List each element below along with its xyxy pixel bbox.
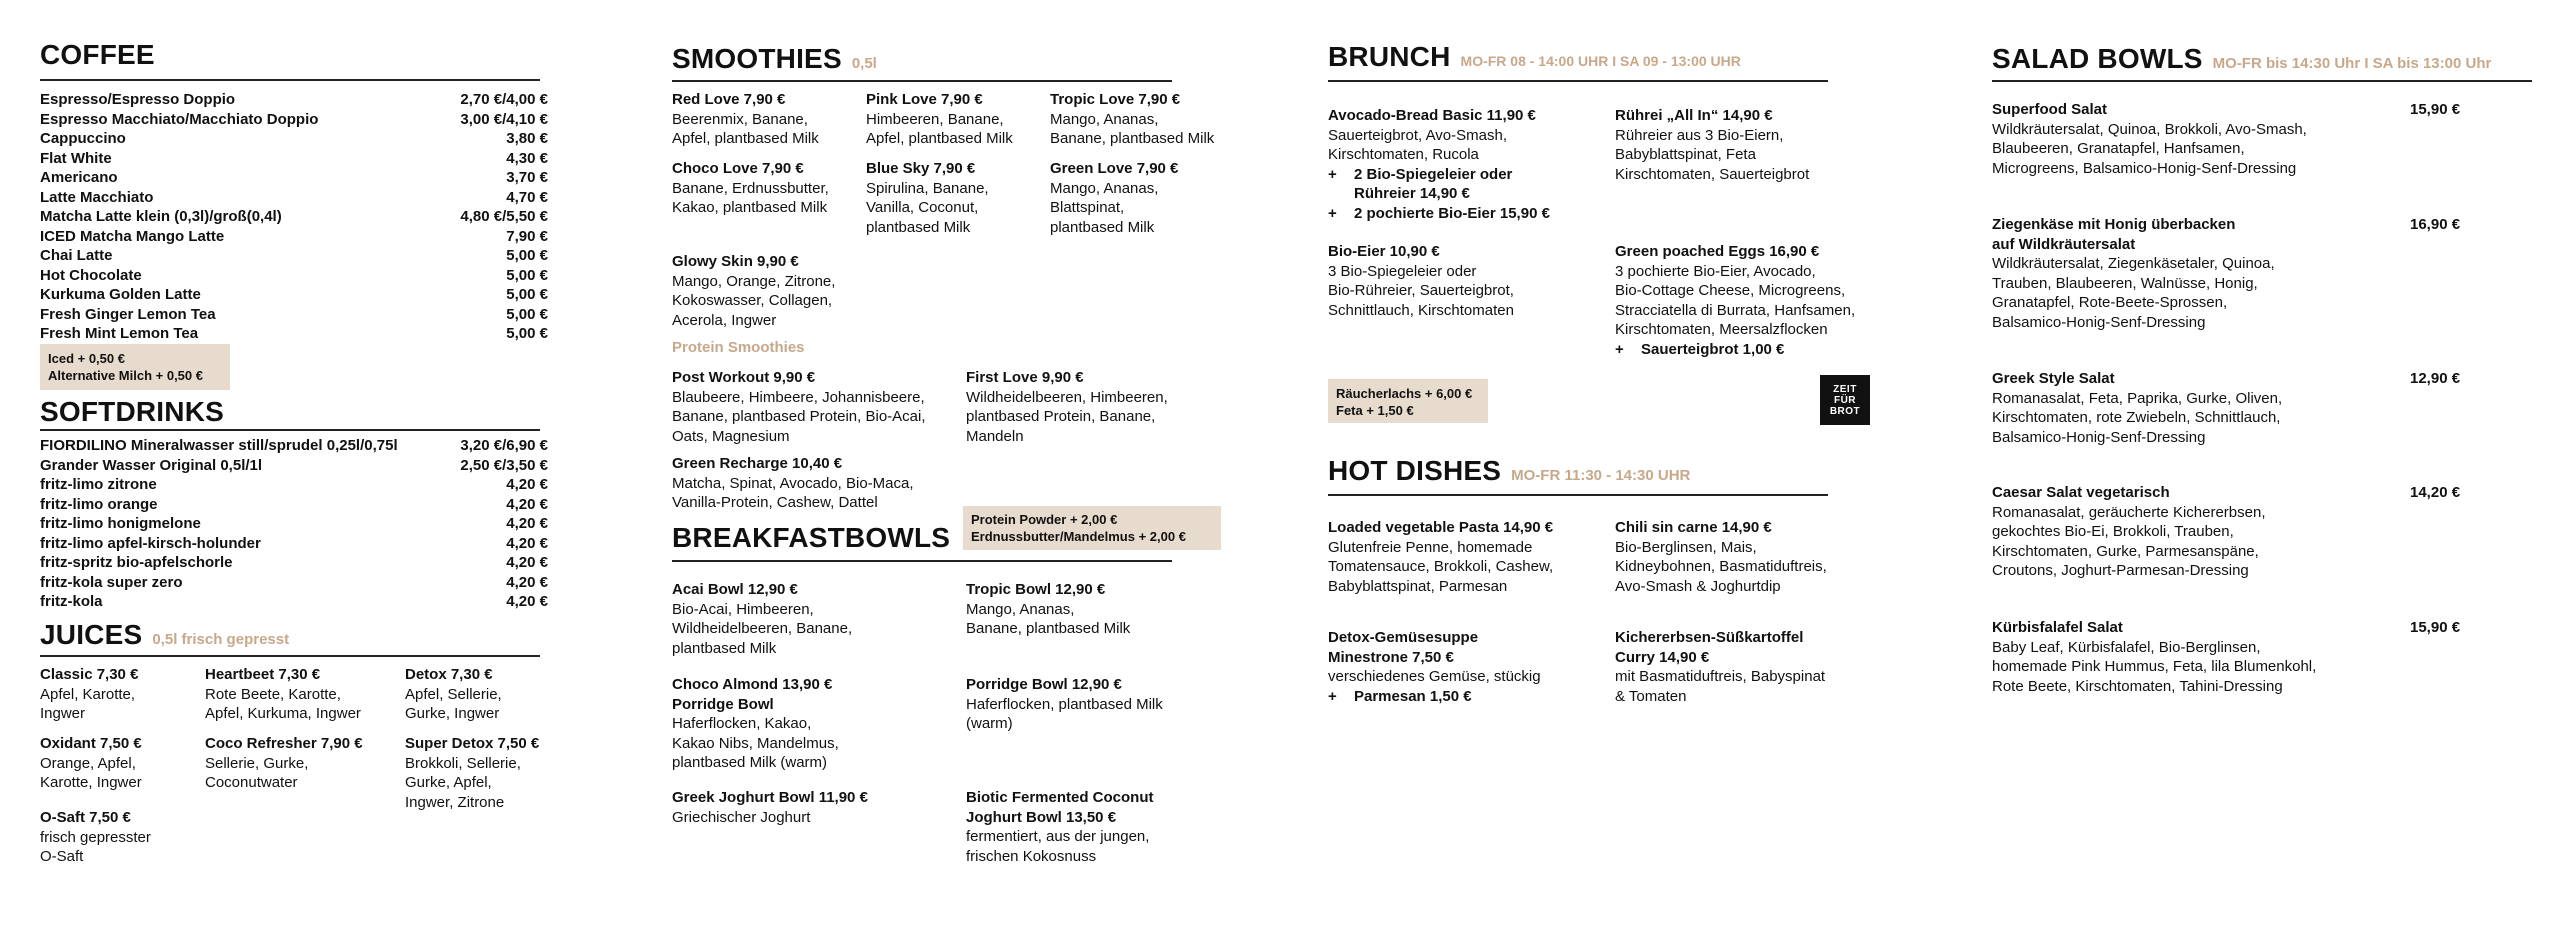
smoothie-item xyxy=(1050,159,1178,237)
coffee-rule xyxy=(40,79,540,81)
brunch-extra-salmon: Räucherlachs + 6,00 € xyxy=(1336,386,1473,401)
coffee-item-name: Cappuccino xyxy=(40,130,126,147)
hotdish-item-description: Glutenfreie Penne, homemade Tomatensauce, Brokkoli, Cashew, Babyblattspinat, Parmesan xyxy=(1328,538,1554,595)
brunch-rule xyxy=(1328,80,1828,82)
hotdish-item-addon xyxy=(1328,687,1541,707)
coffee-item-price: 3,70 € xyxy=(506,169,548,186)
smoothie-item-title: Pink Love 7,90 € xyxy=(866,91,983,108)
bowl-item-title: Greek Joghurt Bowl 11,90 € xyxy=(672,789,868,806)
coffee-item-name: Fresh Ginger Lemon Tea xyxy=(40,305,216,323)
brunch-item-description: Sauerteigbrot, Avo-Smash, Kirschtomaten, Rucola xyxy=(1328,126,1507,163)
smoothie-item xyxy=(672,90,819,149)
brunch-item-title: Green poached Eggs 16,90 € xyxy=(1615,243,1820,260)
juices-rule xyxy=(40,655,540,657)
coffee-item-name: Fresh Mint Lemon Tea xyxy=(40,325,199,342)
brunch-item xyxy=(1328,242,1514,320)
smoothie-item-description: Beerenmix, Banane, Apfel, plantbased Milk xyxy=(672,110,819,147)
smoothie-item xyxy=(866,159,989,237)
smoothie-item xyxy=(672,159,829,218)
coffee-item-price: 4,80 €/5,50 € xyxy=(460,208,548,225)
salads-title: SALAD BOWLS xyxy=(1992,43,2203,74)
bowl-item-title: Choco Almond 13,90 € Porridge Bowl xyxy=(672,676,833,713)
bowl-item-description: Haferflocken, Kakao, Kakao Nibs, Mandelmus, plantbased Milk (warm) xyxy=(672,715,839,771)
bowl-item-description: fermentiert, aus der jungen, frischen Kokosnuss xyxy=(966,828,1150,865)
coffee-heading xyxy=(40,40,155,70)
softdrinks-title: SOFTDRINKS xyxy=(40,396,224,427)
hotdish-item-addon-text: Parmesan 1,50 € xyxy=(1354,687,1472,705)
smoothie-item-description: Mango, Ananas, Blattspinat, plantbased Milk xyxy=(1050,179,1159,236)
coffee-item-price: 5,00 € xyxy=(506,325,548,342)
coffee-row xyxy=(40,129,548,149)
smoothie-extra-protein: Protein Powder + 2,00 € xyxy=(971,512,1118,527)
salad-item xyxy=(1992,215,2275,332)
protein-smoothie-item-title: Green Recharge 10,40 € xyxy=(672,455,843,472)
brunch-item xyxy=(1615,106,1809,184)
bowl-item-title: Tropic Bowl 12,90 € xyxy=(966,581,1106,598)
juice-item-description: Sellerie, Gurke, Coconutwater xyxy=(205,754,309,791)
coffee-item-price: 3,80 € xyxy=(506,130,548,147)
smoothie-item-description: Mango, Orange, Zitrone, Kokoswasser, Collagen, Acerola, Ingwer xyxy=(672,272,836,329)
bowl-item-description: Griechischer Joghurt xyxy=(672,808,811,826)
coffee-row xyxy=(40,324,548,344)
protein-smoothies-label: Protein Smoothies xyxy=(672,339,805,356)
protein-smoothie-item xyxy=(966,368,1168,446)
juice-item xyxy=(205,734,363,793)
coffee-extra-iced: Iced + 0,50 € xyxy=(48,351,125,366)
softdrink-row xyxy=(40,436,548,456)
coffee-item-name: Chai Latte xyxy=(40,247,113,264)
salads-rule xyxy=(1992,80,2532,82)
protein-smoothie-item xyxy=(672,454,914,513)
coffee-list xyxy=(40,90,548,344)
juice-item xyxy=(405,665,502,724)
brunch-item xyxy=(1615,242,1855,359)
coffee-row xyxy=(40,110,548,130)
hotdishes-title: HOT DISHES xyxy=(1328,455,1502,486)
softdrink-row xyxy=(40,514,548,534)
hotdish-item-title: Loaded vegetable Pasta 14,90 € xyxy=(1328,519,1554,536)
juice-item xyxy=(40,665,138,724)
coffee-item-price: 5,00 € xyxy=(506,305,548,323)
breakfastbowls-heading xyxy=(672,523,950,553)
softdrink-row xyxy=(40,475,548,495)
juices-title: JUICES xyxy=(40,619,143,650)
logo-line-1: ZEIT xyxy=(1833,383,1857,395)
brunch-subtitle: MO-FR 08 - 14:00 UHR I SA 09 - 13:00 UHR xyxy=(1460,53,1741,69)
softdrink-item-name: fritz-limo apfel-kirsch-holunder xyxy=(40,534,261,552)
bowl-item xyxy=(966,788,1154,866)
salad-item xyxy=(1992,369,2282,447)
protein-smoothie-item-description: Blaubeere, Himbeere, Johannisbeere, Banane, plantbased Protein, Bio-Acai, Oats, Magnesium xyxy=(672,388,926,445)
juice-item-description: Apfel, Karotte, Ingwer xyxy=(40,685,136,722)
logo-line-2: FÜR xyxy=(1833,394,1857,406)
smoothie-item-description: Himbeeren, Banane, Apfel, plantbased Milk xyxy=(866,110,1013,147)
plus-icon: + xyxy=(1328,687,1337,705)
coffee-item-price: 2,70 €/4,00 € xyxy=(460,91,548,108)
softdrink-row xyxy=(40,495,548,515)
salad-item-title: Kürbisfalafel Salat xyxy=(1992,619,2123,636)
coffee-title: COFFEE xyxy=(40,39,155,70)
hotdish-item-description: mit Basmatiduftreis, Babyspinat & Tomaten xyxy=(1615,668,1826,705)
juice-item-title: Detox 7,30 € xyxy=(405,666,493,683)
softdrink-row xyxy=(40,534,548,554)
softdrink-row xyxy=(40,553,548,573)
softdrink-item-name: fritz-kola super zero xyxy=(40,573,183,591)
smoothie-item-description: Banane, Erdnussbutter, Kakao, plantbased Milk xyxy=(672,179,829,216)
coffee-item-price: 5,00 € xyxy=(506,247,548,264)
smoothies-title: SMOOTHIES xyxy=(672,43,842,74)
salad-item-price: 15,90 € xyxy=(2410,101,2461,118)
softdrink-item-name: fritz-spritz bio-apfelschorle xyxy=(40,554,233,571)
coffee-item-price: 5,00 € xyxy=(506,286,548,303)
coffee-item-price: 7,90 € xyxy=(506,227,548,245)
plus-icon: + xyxy=(1328,165,1337,183)
brunch-extras-box xyxy=(1328,379,1488,423)
softdrink-row xyxy=(40,592,548,612)
softdrink-row xyxy=(40,456,548,476)
salad-item-price: 12,90 € xyxy=(2410,370,2461,387)
softdrink-item-name: fritz-limo orange xyxy=(40,495,158,513)
coffee-row xyxy=(40,305,548,325)
juice-item-description: Brokkoli, Sellerie, Gurke, Apfel, Ingwer, Zitrone xyxy=(405,754,521,811)
softdrink-item-name: fritz-limo honigmelone xyxy=(40,515,201,532)
softdrinks-heading xyxy=(40,397,224,427)
salad-item-price: 14,20 € xyxy=(2410,484,2461,501)
coffee-row xyxy=(40,266,548,286)
hotdish-item-title: Chili sin carne 14,90 € xyxy=(1615,519,1772,536)
hotdish-item xyxy=(1615,518,1827,596)
coffee-item-name: Flat White xyxy=(40,149,112,167)
coffee-item-name: Latte Macchiato xyxy=(40,188,154,206)
breakfastbowls-title: BREAKFASTBOWLS xyxy=(672,522,951,553)
brunch-item-addon-text: Sauerteigbrot 1,00 € xyxy=(1641,340,1785,358)
softdrink-item-name: Grander Wasser Original 0,5l/1l xyxy=(40,456,263,474)
salad-item-description: Baby Leaf, Kürbisfalafel, Bio-Berglinsen, homemade Pink Hummus, Feta, lila Blumenkohl, Rote Beete, Kirschtomaten, Tahini-Dressing xyxy=(1992,638,2317,695)
bowl-item-description: Bio-Acai, Himbeeren, Wildheidelbeeren, Banane, plantbased Milk xyxy=(672,600,853,657)
juice-item xyxy=(40,808,151,867)
softdrink-item-price: 4,20 € xyxy=(506,476,548,493)
brunch-item-title: Avocado-Bread Basic 11,90 € xyxy=(1328,107,1536,124)
juices-subtitle: 0,5l frisch gepresst xyxy=(152,631,290,648)
brunch-item-description: 3 Bio-Spiegeleier oder Bio-Rühreier, Sauerteigbrot, Schnittlauch, Kirschtomaten xyxy=(1328,262,1514,319)
hotdish-item-description: verschiedenes Gemüse, stückig xyxy=(1328,668,1541,685)
salad-item-title: Ziegenkäse mit Honig überbacken auf Wildkräutersalat xyxy=(1992,216,2236,253)
smoothie-item-title: Choco Love 7,90 € xyxy=(672,160,804,177)
softdrinks-rule xyxy=(40,429,540,431)
juice-item-description: frisch gepresster O-Saft xyxy=(40,828,151,865)
hotdish-item-title: Kichererbsen-Süßkartoffel Curry 14,90 € xyxy=(1615,629,1804,666)
juice-item-description: Orange, Apfel, Karotte, Ingwer xyxy=(40,754,142,791)
salad-item-title: Caesar Salat vegetarisch xyxy=(1992,484,2170,501)
juice-item xyxy=(405,734,539,812)
smoothie-item-description: Spirulina, Banane, Vanilla, Coconut, plantbased Milk xyxy=(866,179,989,236)
coffee-row xyxy=(40,149,548,169)
juice-item-title: Heartbeet 7,30 € xyxy=(205,666,321,683)
softdrink-item-name: fritz-kola xyxy=(40,593,103,610)
juices-heading xyxy=(40,620,289,655)
bowl-item-title: Biotic Fermented Coconut Joghurt Bowl 13,50 € xyxy=(966,789,1154,826)
salad-item xyxy=(1992,483,2266,581)
coffee-item-name: Kurkuma Golden Latte xyxy=(40,286,201,303)
coffee-item-name: Americano xyxy=(40,169,118,186)
smoothie-extras-box xyxy=(963,506,1221,550)
bowl-item xyxy=(966,580,1130,639)
coffee-row xyxy=(40,188,548,208)
juice-item-title: O-Saft 7,50 € xyxy=(40,809,131,826)
coffee-row xyxy=(40,90,548,110)
brunch-item xyxy=(1328,106,1550,223)
coffee-item-price: 4,30 € xyxy=(506,149,548,167)
juice-item-title: Classic 7,30 € xyxy=(40,666,139,683)
plus-icon: + xyxy=(1615,340,1624,358)
coffee-item-price: 4,70 € xyxy=(506,188,548,206)
brunch-item-description: Rühreier aus 3 Bio-Eiern, Babyblattspinat, Feta Kirschtomaten, Sauerteigbrot xyxy=(1615,126,1810,183)
bowl-item-title: Porridge Bowl 12,90 € xyxy=(966,676,1122,693)
hotdish-item xyxy=(1328,518,1553,596)
coffee-item-name: ICED Matcha Mango Latte xyxy=(40,227,225,245)
coffee-row xyxy=(40,285,548,305)
hotdishes-subtitle: MO-FR 11:30 - 14:30 UHR xyxy=(1511,467,1691,484)
coffee-item-name: Hot Chocolate xyxy=(40,266,142,284)
coffee-extras-box xyxy=(40,344,230,390)
smoothie-extra-nutbutter: Erdnussbutter/Mandelmus + 2,00 € xyxy=(971,529,1186,544)
brunch-extra-feta: Feta + 1,50 € xyxy=(1336,403,1414,418)
brunch-heading xyxy=(1328,42,1741,76)
protein-smoothies-title xyxy=(672,338,805,358)
plus-icon: + xyxy=(1328,204,1337,222)
brunch-item-addon xyxy=(1328,204,1550,224)
coffee-item-name: Espresso Macchiato/Macchiato Doppio xyxy=(40,110,319,128)
brunch-item-addon xyxy=(1615,340,1855,360)
brunch-item-addon-text: 2 pochierte Bio-Eier 15,90 € xyxy=(1354,204,1550,222)
breakfastbowls-rule xyxy=(672,560,1172,562)
smoothie-item xyxy=(866,90,1013,149)
salad-item-title: Greek Style Salat xyxy=(1992,370,2115,387)
protein-smoothie-item-title: First Love 9,90 € xyxy=(966,369,1084,386)
softdrink-item-price: 4,20 € xyxy=(506,573,548,591)
bowl-item xyxy=(672,788,868,827)
hotdish-item xyxy=(1328,628,1541,706)
hotdish-item-description: Bio-Berglinsen, Mais, Kidneybohnen, Basmatiduftreis, Avo-Smash & Joghurtdip xyxy=(1615,538,1827,595)
smoothie-item-title: Blue Sky 7,90 € xyxy=(866,160,976,177)
salad-item-description: Romanasalat, Feta, Paprika, Gurke, Oliven, Kirschtomaten, rote Zwiebeln, Schnittlauch, Balsamico-Honig-Senf-Dressing xyxy=(1992,389,2283,446)
smoothies-rule xyxy=(672,80,1172,82)
smoothie-item-title: Green Love 7,90 € xyxy=(1050,160,1179,177)
hotdishes-rule xyxy=(1328,494,1828,496)
smoothie-item xyxy=(672,252,835,330)
juice-item-title: Coco Refresher 7,90 € xyxy=(205,735,363,752)
coffee-item-name: Espresso/Espresso Doppio xyxy=(40,91,236,108)
protein-smoothie-item xyxy=(672,368,926,446)
protein-smoothie-item-description: Matcha, Spinat, Avocado, Bio-Maca, Vanilla-Protein, Cashew, Dattel xyxy=(672,474,914,511)
hotdish-item-title: Detox-Gemüsesuppe Minestrone 7,50 € xyxy=(1328,629,1479,666)
protein-smoothie-item-title: Post Workout 9,90 € xyxy=(672,369,816,386)
brunch-item-addon xyxy=(1328,165,1550,204)
zeit-fuer-brot-logo xyxy=(1820,375,1870,425)
bowl-item-description: Mango, Ananas, Banane, plantbased Milk xyxy=(966,600,1131,637)
brunch-item-title: Bio-Eier 10,90 € xyxy=(1328,243,1440,260)
smoothies-subtitle: 0,5l xyxy=(851,55,877,72)
salads-heading xyxy=(1992,44,2491,79)
coffee-row xyxy=(40,227,548,247)
softdrink-item-price: 4,20 € xyxy=(506,534,548,552)
softdrink-item-price: 4,20 € xyxy=(506,495,548,513)
hotdishes-heading xyxy=(1328,456,1690,491)
brunch-item-addon-text: 2 Bio-Spiegeleier oder Rühreier 14,90 € xyxy=(1354,165,1513,202)
salad-item-price: 15,90 € xyxy=(2410,619,2461,636)
hotdish-item xyxy=(1615,628,1825,706)
salad-item-description: Wildkräutersalat, Quinoa, Brokkoli, Avo-Smash, Blaubeeren, Granatapfel, Hanfsamen, Microgreens, Balsamico-Honig-Senf-Dressing xyxy=(1992,120,2307,177)
bowl-item xyxy=(672,580,852,658)
smoothies-heading xyxy=(672,44,877,79)
juice-item xyxy=(205,665,361,724)
brunch-item-description: 3 pochierte Bio-Eier, Avocado, Bio-Cottage Cheese, Microgreens, Stracciatella di Burrata, Hanfsamen, Kirschtomaten, Meersalzflocken xyxy=(1615,262,1856,338)
softdrink-item-price: 4,20 € xyxy=(506,593,548,610)
brunch-title: BRUNCH xyxy=(1328,41,1451,72)
salads-subtitle: MO-FR bis 14:30 Uhr I SA bis 13:00 Uhr xyxy=(2212,55,2492,72)
brunch-item-title: Rührei „All In“ 14,90 € xyxy=(1615,107,1773,124)
protein-smoothie-item-description: Wildheidelbeeren, Himbeeren, plantbased Protein, Banane, Mandeln xyxy=(966,388,1168,445)
salad-item-price: 16,90 € xyxy=(2410,216,2461,233)
juice-item-description: Apfel, Sellerie, Gurke, Ingwer xyxy=(405,685,502,722)
softdrink-item-price: 3,20 €/6,90 € xyxy=(460,437,548,454)
bowl-item xyxy=(672,675,839,773)
bowl-item xyxy=(966,675,1163,734)
smoothie-item-description: Mango, Ananas, Banane, plantbased Milk xyxy=(1050,110,1215,147)
juice-item-title: Oxidant 7,50 € xyxy=(40,735,142,752)
salad-item xyxy=(1992,618,2316,696)
salad-item-description: Wildkräutersalat, Ziegenkäsetaler, Quinoa, Trauben, Blaubeeren, Walnüsse, Honig, Granatapfel, Rote-Beete-Sprossen, Balsamico-Honig-Senf-Dressing xyxy=(1992,255,2275,331)
softdrinks-list xyxy=(40,436,548,612)
smoothie-item-title: Glowy Skin 9,90 € xyxy=(672,253,799,270)
bowl-item-title: Acai Bowl 12,90 € xyxy=(672,581,798,598)
coffee-item-name: Matcha Latte klein (0,3l)/groß(0,4l) xyxy=(40,208,282,225)
softdrink-row xyxy=(40,573,548,593)
coffee-extra-milk: Alternative Milch + 0,50 € xyxy=(48,368,203,383)
softdrink-item-price: 4,20 € xyxy=(506,554,548,571)
coffee-item-price: 5,00 € xyxy=(506,266,548,284)
softdrink-item-name: FIORDILINO Mineralwasser still/sprudel 0,25l/0,75l xyxy=(40,437,398,454)
coffee-row xyxy=(40,207,548,227)
juice-item-title: Super Detox 7,50 € xyxy=(405,735,540,752)
juice-item xyxy=(40,734,142,793)
coffee-row xyxy=(40,246,548,266)
smoothie-item-title: Tropic Love 7,90 € xyxy=(1050,91,1181,108)
logo-line-3: BROT xyxy=(1829,405,1861,417)
softdrink-item-price: 2,50 €/3,50 € xyxy=(460,456,548,474)
smoothie-item xyxy=(1050,90,1214,149)
salad-item-description: Romanasalat, geräucherte Kichererbsen, gekochtes Bio-Ei, Brokkoli, Trauben, Kirschtomaten, Gurke, Parmesanspäne, Croutons, Joghurt-Parmesan-Dressing xyxy=(1992,503,2266,579)
salad-item xyxy=(1992,100,2307,178)
juice-item-description: Rote Beete, Karotte, Apfel, Kurkuma, Ingwer xyxy=(205,685,361,722)
bowl-item-description: Haferflocken, plantbased Milk (warm) xyxy=(966,695,1163,732)
softdrink-item-price: 4,20 € xyxy=(506,515,548,532)
coffee-row xyxy=(40,168,548,188)
smoothie-item-title: Red Love 7,90 € xyxy=(672,91,786,108)
coffee-item-price: 3,00 €/4,10 € xyxy=(460,110,548,128)
salad-item-title: Superfood Salat xyxy=(1992,101,2108,118)
softdrink-item-name: fritz-limo zitrone xyxy=(40,476,157,493)
